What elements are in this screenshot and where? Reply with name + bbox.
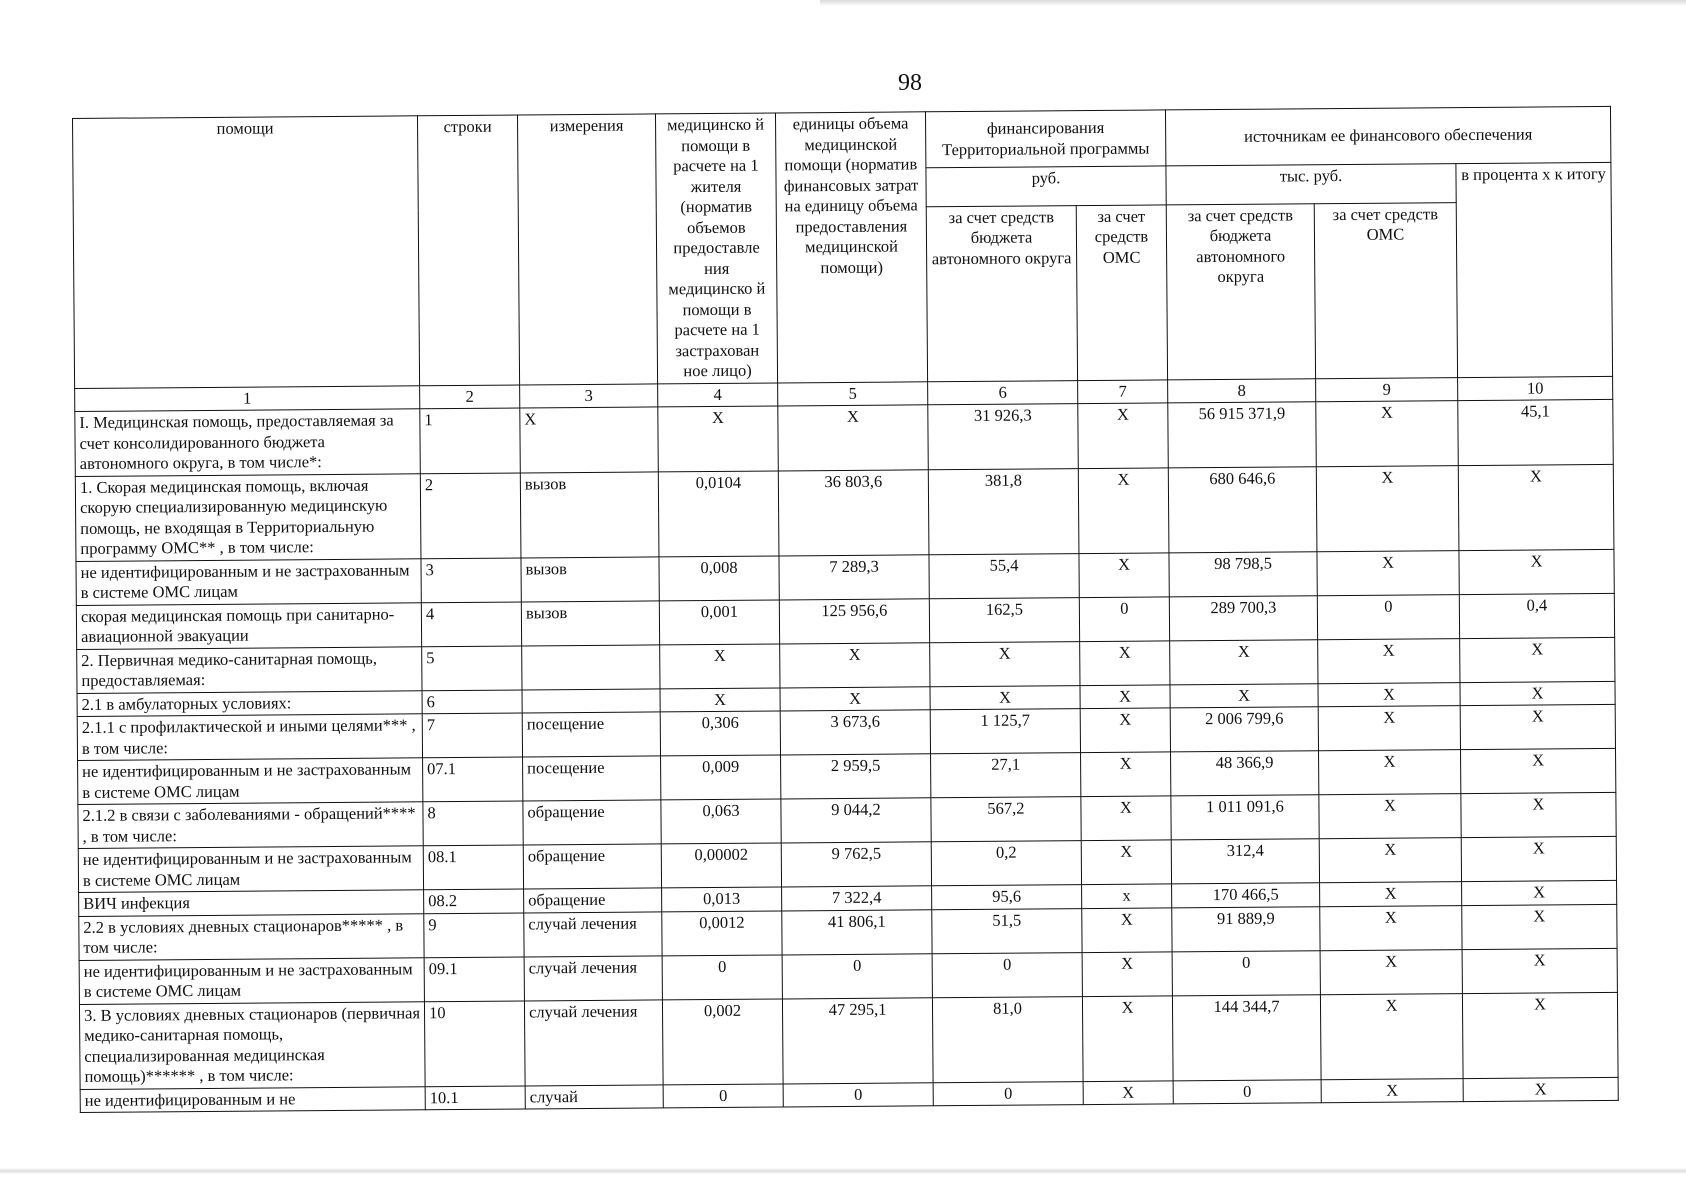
row-code: 2: [420, 472, 521, 558]
row-code: 10: [424, 1000, 525, 1086]
row-unit: Х: [520, 407, 659, 473]
row-name: скорая медицинская помощь при санитарно-авиационной эвакуации: [76, 602, 421, 649]
row-per-capita-budget: 95,6: [932, 885, 1082, 910]
row-name: 3. В условиях дневных стационаров (первичная медико-санитарная помощь, специализированная медицинская помощь)****** , в том числе:: [79, 1001, 425, 1089]
row-percent: 45,1: [1458, 399, 1614, 465]
row-total-oms: 0: [1317, 594, 1459, 639]
column-number: 7: [1078, 379, 1168, 403]
row-per-capita-budget: 0,2: [931, 841, 1081, 886]
row-total-budget: 56 915 371,9: [1168, 402, 1317, 468]
column-number: 5: [778, 381, 928, 406]
header-thousand-rub: тыс. руб.: [1166, 164, 1456, 205]
row-per-capita-oms: Х: [1078, 467, 1169, 553]
row-volume-norm: 0,306: [660, 711, 780, 756]
row-per-capita-budget: 162,5: [929, 597, 1079, 642]
row-total-budget: 289 700,3: [1169, 595, 1317, 640]
row-name: I. Медицинская помощь, предоставляемая за счет консолидированного бюджета автономного округа, в том числе*:: [75, 409, 420, 476]
row-name: не идентифицированным и не: [80, 1086, 425, 1112]
row-percent: Х: [1463, 1077, 1618, 1102]
row-unit: [522, 644, 660, 689]
row-code: 09.1: [424, 956, 524, 1001]
header-per-capita-budget: за счет средств бюджета автономного округа: [926, 205, 1077, 381]
row-unit: случай лечения: [524, 911, 662, 956]
row-total-budget: 98 798,5: [1169, 551, 1317, 596]
row-per-capita-budget: Х: [930, 685, 1080, 710]
row-volume-norm: 0,0104: [658, 470, 779, 556]
row-cost-norm: Х: [780, 686, 930, 711]
row-cost-norm: 7 322,4: [782, 886, 932, 911]
row-name: 2.2 в условиях дневных стационаров***** , в том числе:: [79, 913, 424, 960]
row-cost-norm: 9 044,2: [781, 798, 931, 843]
row-per-capita-budget: 381,8: [928, 468, 1079, 554]
row-volume-norm: Х: [660, 687, 780, 711]
row-cost-norm: Х: [780, 642, 930, 687]
row-per-capita-oms: Х: [1083, 1080, 1173, 1104]
row-volume-norm: 0,063: [661, 799, 781, 844]
row-code: 07.1: [423, 757, 523, 802]
row-per-capita-oms: Х: [1080, 684, 1170, 708]
row-percent: Х: [1460, 637, 1615, 682]
row-per-capita-budget: 0: [932, 952, 1082, 997]
table-row: [79, 992, 1618, 1089]
row-total-budget: 91 889,9: [1172, 906, 1320, 951]
row-volume-norm: 0,001: [659, 599, 779, 644]
row-name: 2.1 в амбулаторных условиях:: [77, 690, 422, 716]
row-per-capita-oms: Х: [1081, 752, 1171, 797]
row-name: 1. Скорая медицинская помощь, включая скорую специализированную медицинскую помощь, не входящая в Территориальную программу ОМС** , в том числе:: [75, 473, 421, 561]
row-name: не идентифицированным и не застрахованным в системе ОМС лицам: [78, 758, 423, 805]
row-code: 5: [422, 645, 522, 690]
row-cost-norm: 3 673,6: [780, 710, 930, 755]
row-total-budget: 680 646,6: [1168, 466, 1317, 552]
row-total-oms: Х: [1320, 905, 1462, 950]
row-per-capita-budget: 567,2: [931, 797, 1081, 842]
row-per-capita-oms: 0: [1079, 596, 1169, 641]
row-per-capita-budget: 1 125,7: [930, 709, 1080, 754]
row-total-oms: Х: [1319, 838, 1461, 883]
row-code: 9: [424, 912, 524, 957]
header-assistance: помощи: [73, 116, 420, 388]
row-volume-norm: Х: [660, 643, 780, 688]
row-cost-norm: 47 295,1: [782, 997, 933, 1083]
row-total-oms: Х: [1319, 750, 1461, 795]
column-number: 9: [1316, 377, 1458, 402]
row-per-capita-oms: Х: [1080, 708, 1170, 753]
row-unit: вызов: [521, 556, 659, 601]
header-rub: руб.: [926, 166, 1166, 206]
row-percent: Х: [1459, 549, 1614, 594]
row-percent: Х: [1460, 681, 1615, 706]
row-per-capita-oms: Х: [1080, 640, 1170, 685]
row-unit: обращение: [523, 800, 661, 845]
row-cost-norm: 7 289,3: [779, 554, 929, 599]
table-sheet: [72, 106, 1618, 1128]
row-unit: обращение: [523, 844, 661, 889]
row-volume-norm: 0,013: [662, 887, 782, 911]
row-cost-norm: 2 959,5: [781, 754, 931, 799]
row-per-capita-budget: Х: [930, 641, 1080, 686]
row-unit: вызов: [521, 600, 659, 645]
row-name: не идентифицированным и не застрахованным в системе ОМС лицам: [78, 846, 423, 893]
row-volume-norm: 0,002: [662, 998, 783, 1084]
column-number: 10: [1458, 376, 1613, 401]
page-number: 98: [898, 70, 922, 96]
row-code: 4: [421, 601, 521, 646]
row-per-capita-budget: 55,4: [929, 553, 1079, 598]
table-row: [75, 399, 1613, 476]
row-per-capita-budget: 31 926,3: [928, 404, 1079, 470]
financing-table: [72, 106, 1619, 1113]
row-unit: [522, 688, 660, 713]
header-financing-group: финансирования Территориальной программы: [925, 110, 1165, 168]
row-percent: Х: [1462, 880, 1617, 905]
row-per-capita-oms: Х: [1079, 552, 1169, 597]
row-cost-norm: 125 956,6: [779, 598, 929, 643]
row-percent: Х: [1461, 792, 1616, 837]
row-volume-norm: 0,008: [659, 555, 779, 600]
row-code: 6: [422, 689, 522, 713]
row-name: не идентифицированным и не застрахованным в системе ОМС лицам: [76, 558, 421, 605]
row-per-capita-oms: Х: [1081, 840, 1171, 885]
header-total-oms: за счет средств ОМС: [1314, 202, 1457, 378]
row-total-budget: 48 366,9: [1171, 751, 1319, 796]
row-percent: Х: [1460, 704, 1615, 749]
row-total-budget: 1 011 091,6: [1171, 795, 1319, 840]
header-total-budget: за счет средств бюджета автономного округа: [1166, 203, 1315, 379]
header-volume-norm: медицинско й помощи в расчете на 1 жителя (норматив объемов предоставле ния медицинско й помощи в расчете на 1 застрахован ное лицо): [655, 113, 777, 383]
column-number: 8: [1168, 378, 1316, 403]
row-total-oms: Х: [1319, 794, 1461, 839]
row-total-oms: Х: [1317, 550, 1459, 595]
scan-edge-bottom: [0, 1168, 1686, 1174]
row-total-budget: Х: [1170, 683, 1318, 708]
row-name: ВИЧ инфекция: [79, 890, 424, 916]
row-total-budget: 312,4: [1171, 839, 1319, 884]
row-total-budget: 2 006 799,6: [1170, 707, 1318, 752]
row-percent: Х: [1461, 748, 1616, 793]
row-per-capita-oms: Х: [1081, 796, 1171, 841]
row-name: 2.1.1 с профилактической и иными целями*** , в том числе:: [77, 714, 422, 761]
row-per-capita-budget: 81,0: [932, 996, 1083, 1082]
header-percent: в процента х к итогу: [1456, 162, 1613, 377]
row-volume-norm: 0: [662, 954, 782, 999]
row-percent: Х: [1462, 948, 1617, 993]
row-code: 3: [421, 557, 521, 602]
row-total-oms: Х: [1318, 706, 1460, 751]
header-unit: измерения: [517, 114, 657, 385]
row-volume-norm: Х: [658, 406, 779, 471]
row-cost-norm: 0: [783, 1082, 933, 1107]
row-total-oms: Х: [1318, 638, 1460, 683]
row-percent: 0,4: [1459, 593, 1614, 638]
header-cost-norm: единицы объема медицинской помощи (норматив финансовых затрат на единицу объема предоставления медицинской помощи): [775, 112, 927, 383]
row-total-oms: Х: [1321, 1078, 1463, 1103]
row-total-budget: 0: [1173, 1079, 1321, 1104]
row-unit: случай лечения: [524, 999, 663, 1085]
scan-edge-top: [820, 0, 1686, 6]
column-number: 6: [928, 380, 1078, 405]
table-row: [75, 464, 1614, 561]
row-cost-norm: 41 806,1: [782, 909, 932, 954]
row-cost-norm: 0: [782, 953, 932, 998]
row-percent: Х: [1462, 992, 1618, 1078]
row-unit: посещение: [523, 756, 661, 801]
row-code: 10.1: [425, 1085, 525, 1109]
row-unit: случай лечения: [524, 955, 662, 1000]
column-number: 2: [420, 384, 520, 408]
row-per-capita-oms: Х: [1082, 995, 1173, 1081]
column-number: 4: [658, 382, 778, 406]
row-total-budget: Х: [1170, 639, 1318, 684]
row-total-budget: 0: [1172, 950, 1320, 995]
row-total-oms: Х: [1320, 949, 1462, 994]
row-total-budget: 144 344,7: [1172, 994, 1321, 1080]
row-name: не идентифицированным и не застрахованным в системе ОМС лицам: [79, 957, 424, 1004]
column-number: 1: [75, 385, 420, 411]
row-unit: вызов: [520, 471, 659, 557]
row-per-capita-oms: Х: [1082, 907, 1172, 952]
row-name: 2. Первичная медико-санитарная помощь, предоставляемая:: [77, 646, 422, 693]
row-per-capita-oms: х: [1082, 884, 1172, 908]
row-per-capita-oms: Х: [1082, 951, 1172, 996]
row-total-oms: Х: [1318, 682, 1460, 707]
row-volume-norm: 0,00002: [661, 843, 781, 888]
header-per-capita-oms: за счет средств ОМС: [1076, 204, 1167, 380]
row-code: 8: [423, 801, 523, 846]
row-cost-norm: 36 803,6: [778, 469, 929, 555]
row-percent: Х: [1458, 464, 1614, 550]
row-volume-norm: 0: [663, 1083, 783, 1107]
row-code: 1: [420, 408, 521, 473]
row-volume-norm: 0,009: [661, 755, 781, 800]
row-cost-norm: Х: [778, 405, 929, 471]
row-volume-norm: 0,0012: [662, 910, 782, 955]
row-percent: Х: [1462, 904, 1617, 949]
row-cost-norm: 9 762,5: [781, 842, 931, 887]
row-name: 2.1.2 в связи с заболеваниями - обращений**** , в том числе:: [78, 802, 423, 849]
row-total-oms: Х: [1320, 882, 1462, 907]
row-code: 08.1: [423, 845, 523, 890]
row-code: 08.2: [424, 889, 524, 913]
row-per-capita-budget: 51,5: [932, 908, 1082, 953]
row-per-capita-budget: 0: [933, 1081, 1083, 1106]
row-unit: посещение: [522, 712, 660, 757]
row-per-capita-oms: Х: [1078, 403, 1169, 468]
row-total-budget: 170 466,5: [1172, 883, 1320, 908]
row-per-capita-budget: 27,1: [931, 753, 1081, 798]
row-percent: Х: [1461, 836, 1616, 881]
row-code: 7: [422, 713, 522, 758]
row-total-oms: Х: [1316, 401, 1459, 467]
row-unit: обращение: [524, 888, 662, 913]
header-sources-group: источникам ее финансового обеспечения: [1165, 106, 1610, 165]
column-number: 3: [520, 383, 658, 408]
row-total-oms: Х: [1316, 465, 1459, 551]
row-total-oms: Х: [1320, 993, 1463, 1079]
header-row-code: строки: [417, 115, 519, 385]
row-unit: случай: [525, 1084, 663, 1109]
